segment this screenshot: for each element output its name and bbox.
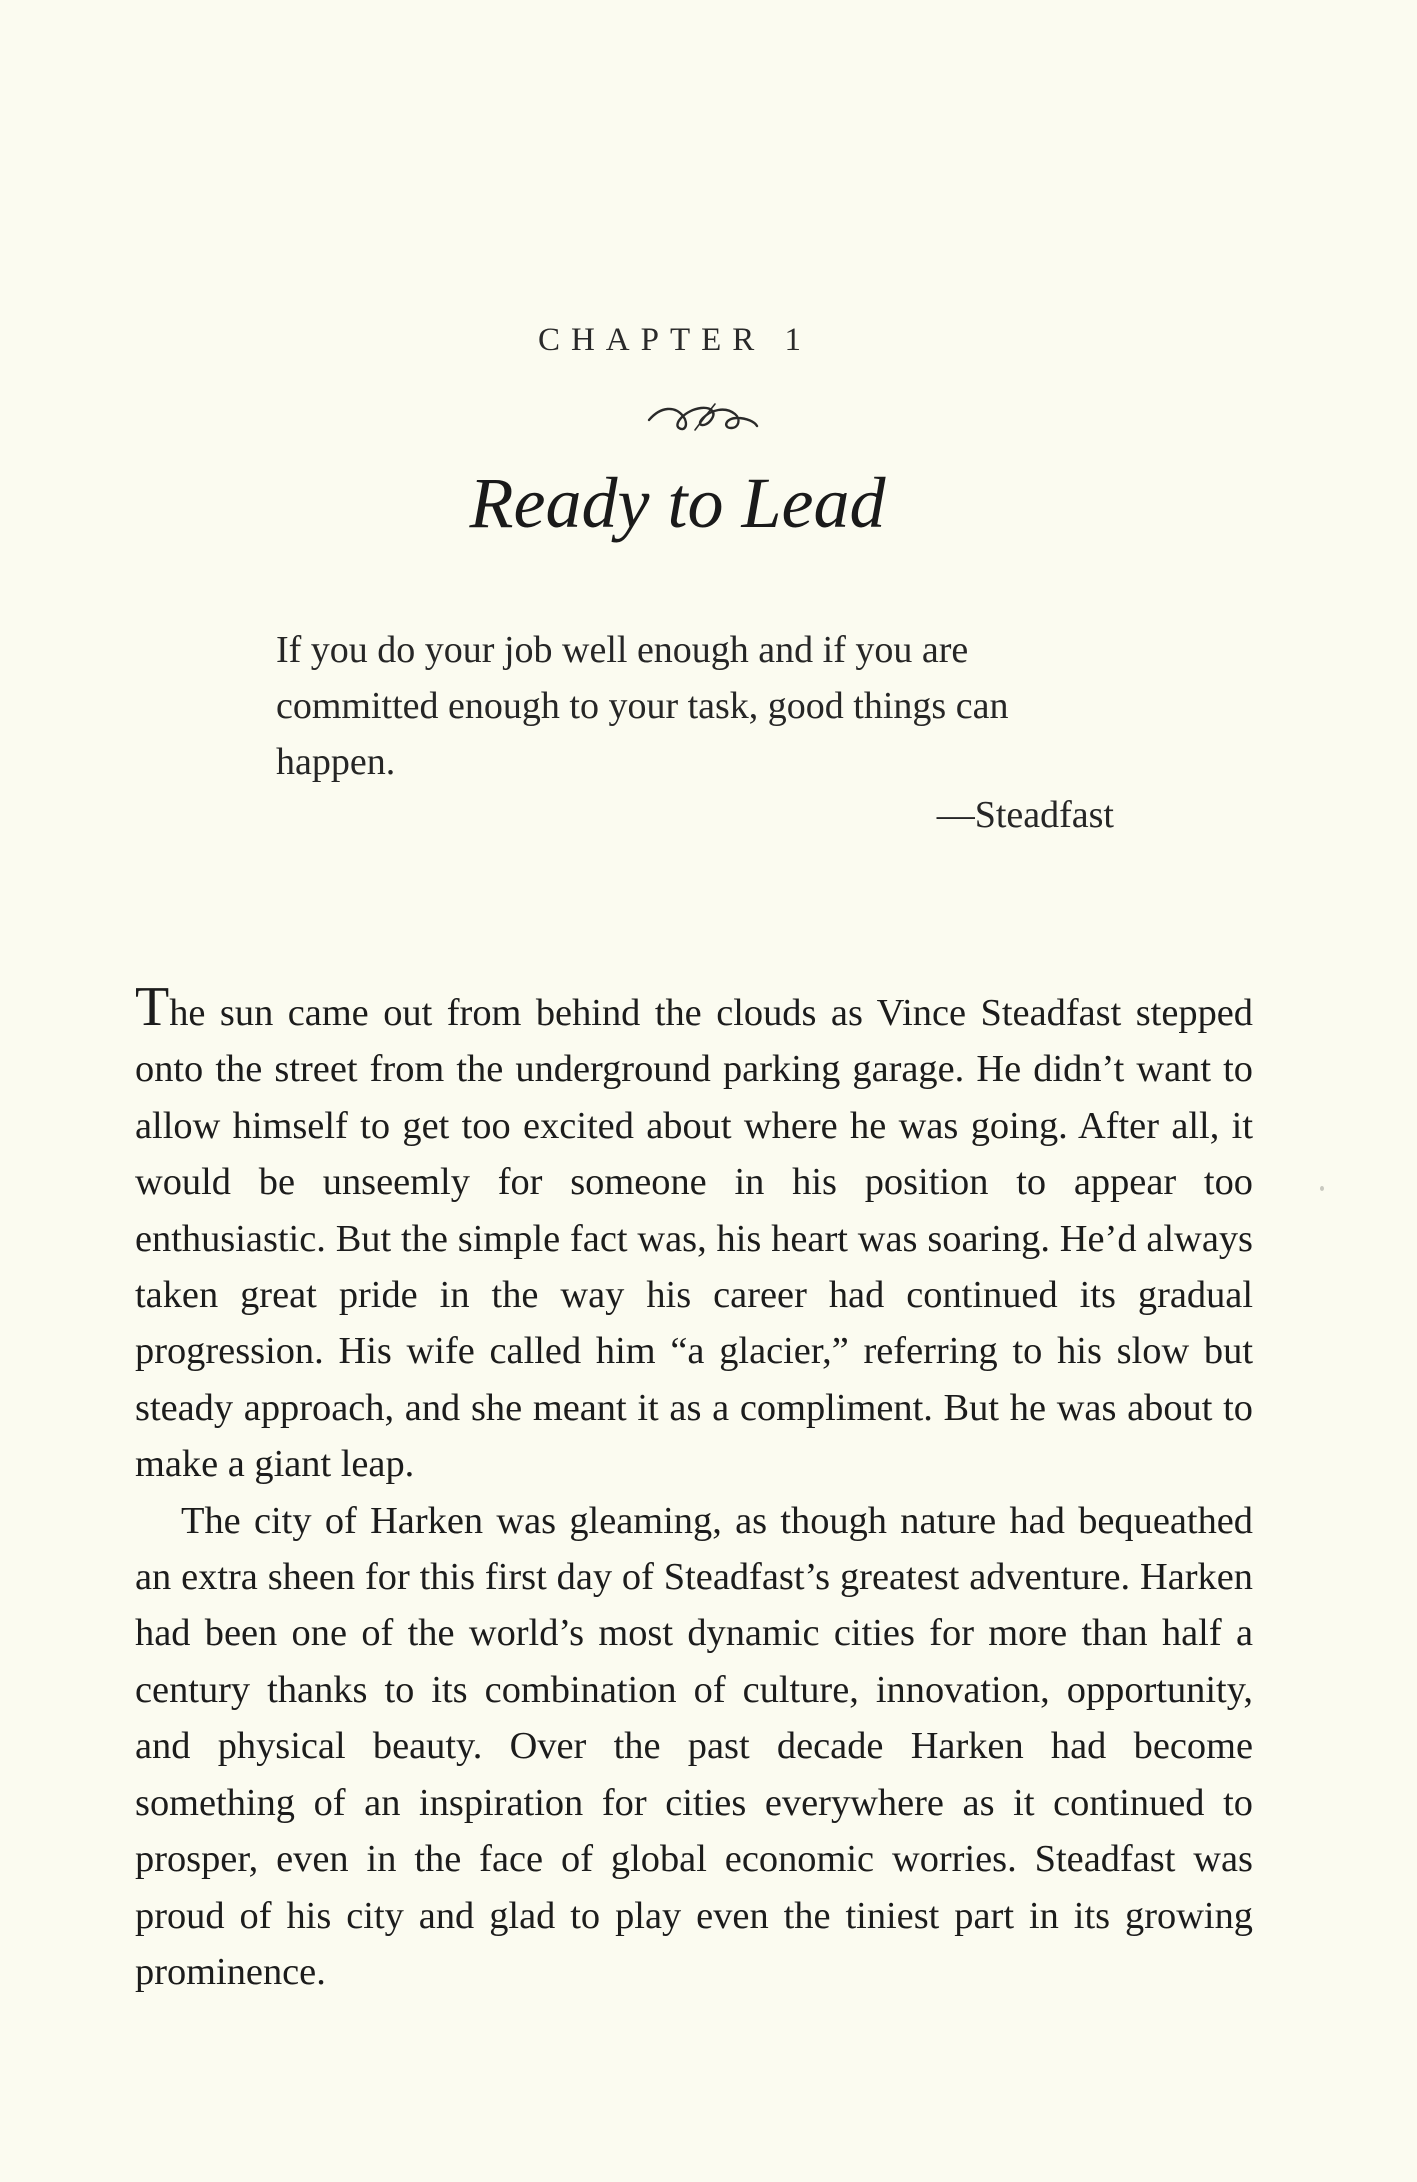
chapter-title: Ready to Lead xyxy=(469,463,886,543)
flourish-ornament-icon xyxy=(645,400,760,438)
chapter-body xyxy=(135,976,1253,2000)
body-paragraph-2: The city of Harken was gleaming, as though nature had bequeathed an extra sheen for this first day of Steadfast’s greatest adventure. Harken had been one of the world’s most dynamic cities for more than half a century thanks to its combination of culture, innovation, opportunity, and physical beauty. Over the past decade Harken had become something of an inspiration for cities everywhere as it continued to prosper, even in the face of global economic worries. Steadfast was proud of his city and glad to play even the tiniest part in its growing prominence. xyxy=(135,1499,1253,1993)
body-paragraph-1 xyxy=(135,976,1253,1493)
chapter-label: CHAPTER 1 xyxy=(537,322,813,358)
scan-speck xyxy=(1320,1186,1324,1191)
epigraph-attribution: —Steadfast xyxy=(936,794,1114,836)
body-paragraph-1-text: he sun came out from behind the clouds as Vince Steadfast stepped onto the street from the underground parking garage. He didn’t want to allow himself to get too excited about where he was going. After all, it would be unseemly for someone in his position to appear too enthusiastic. But the simple fact was, his heart was soaring. He’d always taken great pride in the way his career had continued its gradual progression. His wife called him “a glacier,” referring to his slow but steady approach, and she meant it as a compliment. But he was about to make a giant leap. xyxy=(135,992,1253,1486)
drop-cap: T xyxy=(135,976,170,1038)
epigraph-quote: If you do your job well enough and if you are committed enough to your task, good things can happen. xyxy=(276,629,1009,783)
